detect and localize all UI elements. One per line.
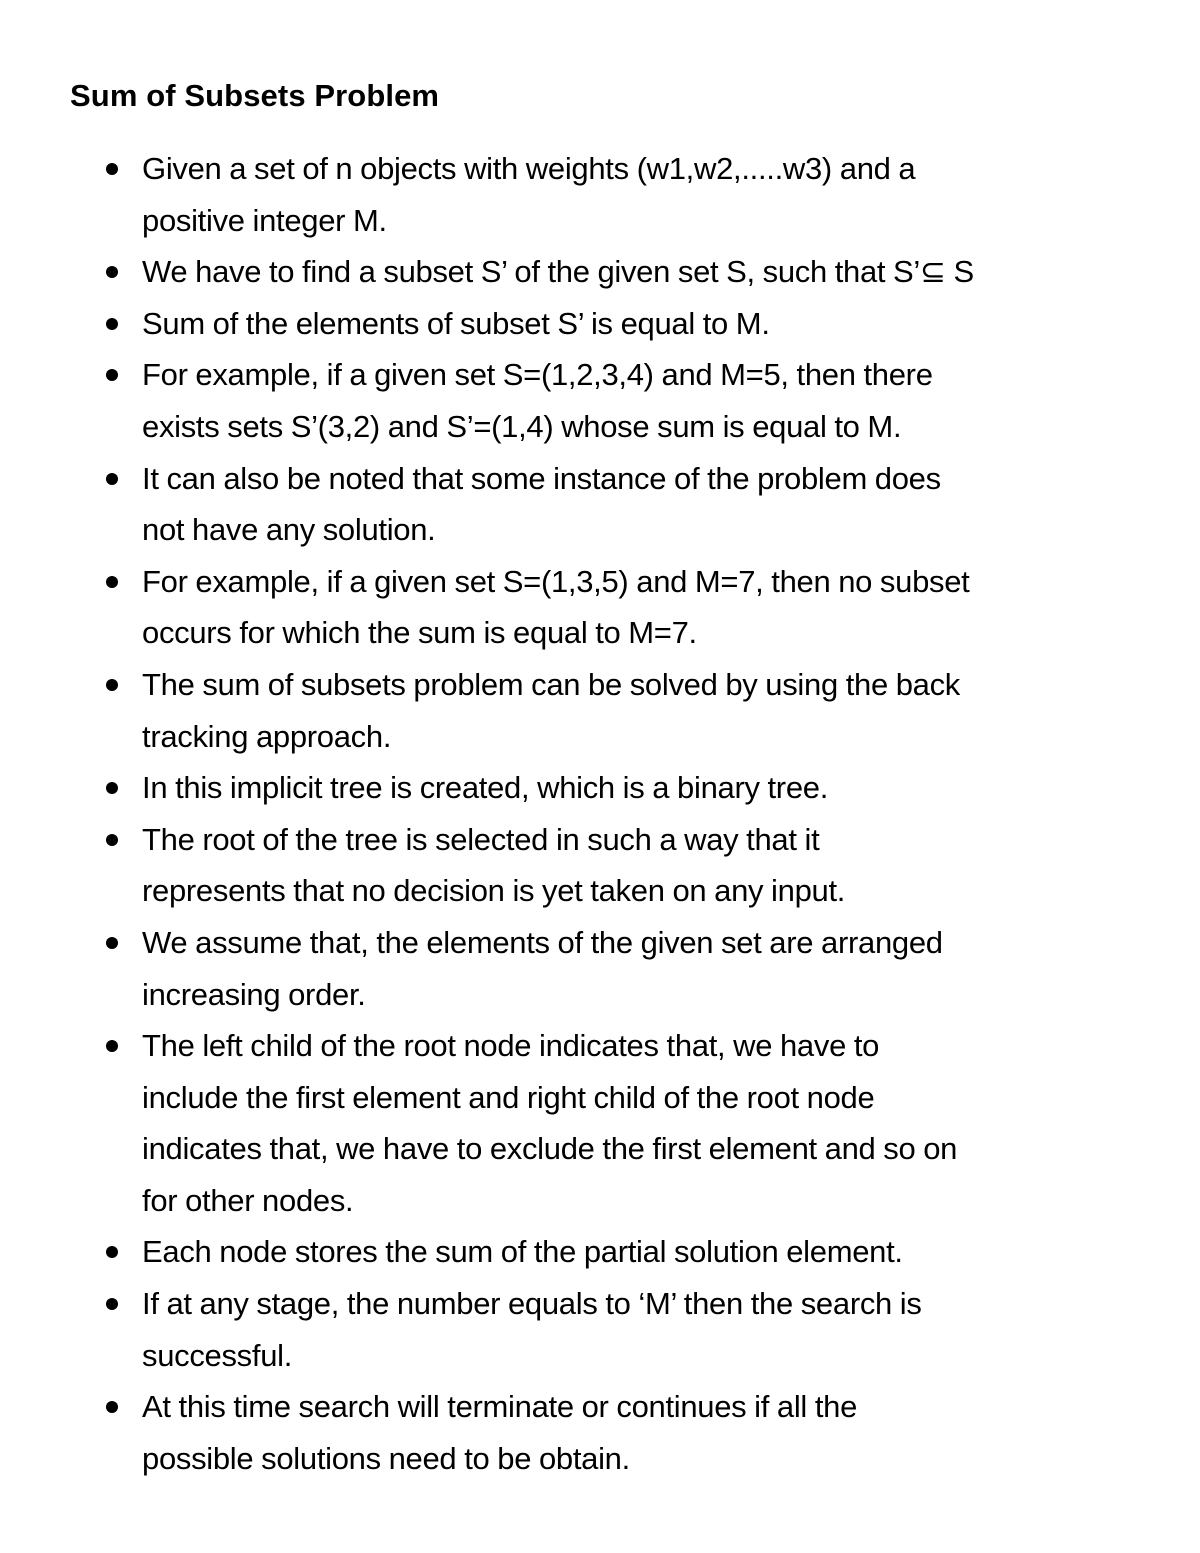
bullet-text-line: Given a set of n objects with weights (w1,w2,.....w3) and a [142, 151, 916, 186]
bullet-item [0, 143, 1200, 246]
bullet-text-line: The root of the tree is selected in such a way that it [142, 821, 820, 857]
bullet-item [0, 1278, 1200, 1381]
bullet-text-line: indicates that, we have to exclude the first element and so on [142, 1131, 958, 1167]
bullet-text-line: If at any stage, the number equals to ‘M’ then the search is [142, 1286, 922, 1322]
bullet-item [0, 659, 1200, 762]
bullet-text-line: successful. [142, 1337, 293, 1373]
bullet-text-line: At this time search will terminate or continues if all the [142, 1389, 858, 1425]
bullet-text-line: tracking approach. [142, 718, 392, 754]
bullet-dot-icon [106, 369, 118, 381]
bullet-item [0, 814, 1200, 917]
bullet-dot-icon [106, 1298, 118, 1310]
bullet-dot-icon [106, 1040, 118, 1052]
bullet-item [0, 556, 1200, 659]
bullet-text-line: For example, if a given set S=(1,2,3,4) and M=5, then there [142, 357, 933, 393]
bullet-item [0, 1020, 1200, 1226]
bullet-item [0, 246, 1200, 298]
bullet-text-line: Each node stores the sum of the partial solution element. [142, 1234, 903, 1270]
bullet-text-line: It can also be noted that some instance of the problem does [142, 460, 941, 496]
bullet-dot-icon [106, 266, 118, 278]
bullet-dot-icon [106, 937, 118, 949]
bullet-item [0, 917, 1200, 1020]
bullet-item [0, 453, 1200, 556]
bullet-text-line: We have to find a subset S’ of the given set S, such that S’⊆ S [142, 254, 974, 290]
bullet-dot-icon [106, 1401, 118, 1413]
bullet-item [0, 349, 1200, 452]
bullet-item [0, 762, 1200, 814]
bullet-dot-icon [106, 782, 118, 794]
bullet-text-line: include the first element and right child of the root node [142, 1079, 875, 1115]
bullet-text-line: We assume that, the elements of the given set are arranged [142, 924, 943, 960]
bullet-text-line: The left child of the root node indicates that, we have to [142, 1028, 880, 1064]
bullet-text-line: For example, if a given set S=(1,3,5) and M=7, then no subset [142, 563, 970, 599]
bullet-text-line: In this implicit tree is created, which is a binary tree. [142, 770, 829, 806]
bullet-text-line: Sum of the elements of subset S’ is equal to M. [142, 305, 770, 341]
bullet-dot-icon [106, 576, 118, 588]
bullet-dot-icon [106, 473, 118, 485]
bullet-item [0, 1226, 1200, 1278]
bullet-text-line: increasing order. [142, 976, 366, 1012]
bullet-text-line: The sum of subsets problem can be solved by using the back [142, 666, 961, 702]
bullet-dot-icon [106, 318, 118, 330]
bullet-text-line: not have any solution. [142, 512, 436, 548]
bullet-dot-icon [106, 163, 118, 175]
bullet-text-line: represents that no decision is yet taken on any input. [142, 873, 846, 909]
bullet-text-line: for other nodes. [142, 1182, 354, 1218]
bullet-dot-icon [106, 679, 118, 691]
bullet-text-line: positive integer M. [142, 202, 387, 238]
bullet-item [0, 1381, 1200, 1484]
bullet-text-line: exists sets S’(3,2) and S’=(1,4) whose sum is equal to M. [142, 408, 902, 444]
bullet-dot-icon [106, 834, 118, 846]
page-title: Sum of Subsets Problem [70, 78, 440, 113]
bullet-dot-icon [106, 1246, 118, 1258]
bullet-text-line: occurs for which the sum is equal to M=7. [142, 615, 697, 651]
bullet-list [0, 143, 1200, 1484]
bullet-item [0, 298, 1200, 350]
bullet-text-line: possible solutions need to be obtain. [142, 1440, 630, 1476]
